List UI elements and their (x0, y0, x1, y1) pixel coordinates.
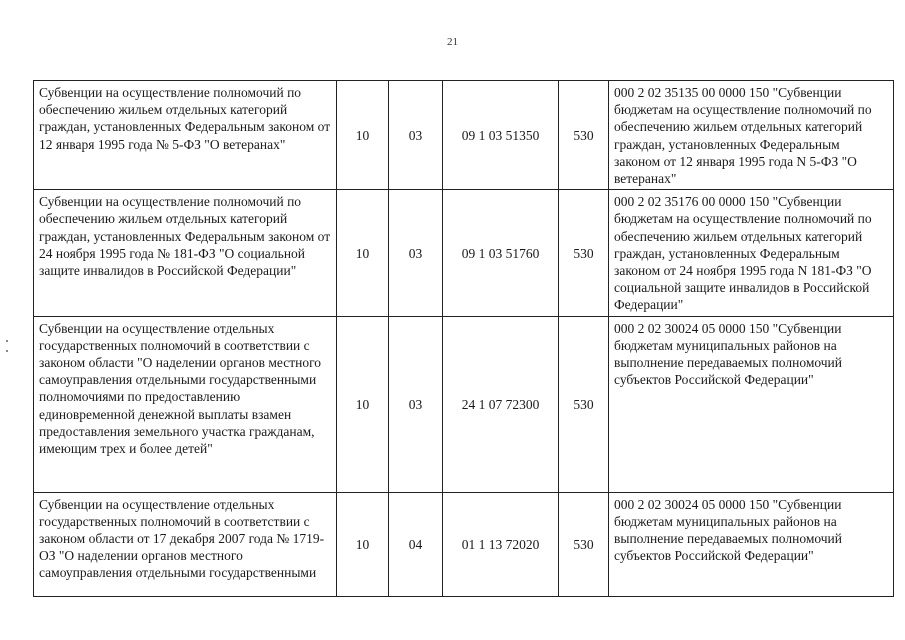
scan-margin-mark (6, 350, 8, 352)
section-cell: 10 (337, 81, 389, 190)
revenue-code-cell: 000 2 02 35176 00 0000 150 "Субвенции бюджетам на осуществление полномочий по обеспечению жильем отдельных категорий граждан, установленных Федеральным законом от 24 ноября 1995 года N 181-ФЗ "О социальной защите инвалидов в Российской Федерации" (609, 190, 894, 316)
revenue-code-cell: 000 2 02 30024 05 0000 150 "Субвенции бюджетам муниципальных районов на выполнение передаваемых полномочий субъектов Российской Федерации" (609, 316, 894, 492)
target-article-cell: 24 1 07 72300 (443, 316, 559, 492)
target-article-cell: 01 1 13 72020 (443, 492, 559, 596)
page-number: 21 (447, 36, 458, 48)
target-article-cell: 09 1 03 51350 (443, 81, 559, 190)
description-cell: Субвенции на осуществление отдельных государственных полномочий в соответствии с законом области от 17 декабря 2007 года № 1719-ОЗ "О наделении органов местного самоуправления отдельными государственными (34, 492, 337, 596)
target-article-cell: 09 1 03 51760 (443, 190, 559, 316)
section-cell: 10 (337, 190, 389, 316)
description-cell: Субвенции на осуществление полномочий по обеспечению жильем отдельных категорий граждан, установленных Федеральным законом от 12 января 1995 года № 5-ФЗ "О ветеранах" (34, 81, 337, 190)
section-cell: 10 (337, 316, 389, 492)
description-cell: Субвенции на осуществление полномочий по обеспечению жильем отдельных категорий граждан, установленных Федеральным законом от 24 ноября 1995 года № 181-ФЗ "О социальной защите инвалидов в Российской Федерации" (34, 190, 337, 316)
revenue-code-cell: 000 2 02 35135 00 0000 150 "Субвенции бюджетам на осуществление полномочий по обеспечению жильем отдельных категорий граждан, установленных Федеральным законом от 12 января 1995 года N 5-ФЗ "О ветеранах" (609, 81, 894, 190)
section-cell: 10 (337, 492, 389, 596)
expense-type-cell: 530 (559, 81, 609, 190)
table-row (34, 316, 894, 492)
subsection-cell: 03 (389, 190, 443, 316)
subsection-cell: 04 (389, 492, 443, 596)
table-row (34, 81, 894, 190)
budget-table (33, 80, 894, 597)
description-cell: Субвенции на осуществление отдельных государственных полномочий в соответствии с законом области "О наделении органов местного самоуправления отдельными государственными полномочиями по предоставлению единовременной денежной выплаты взамен предоставления земельного участка гражданам, имеющим трех и более детей" (34, 316, 337, 492)
revenue-code-cell: 000 2 02 30024 05 0000 150 "Субвенции бюджетам муниципальных районов на выполнение передаваемых полномочий субъектов Российской Федерации" (609, 492, 894, 596)
subsection-cell: 03 (389, 81, 443, 190)
scan-margin-mark (6, 340, 8, 342)
table-row (34, 492, 894, 596)
expense-type-cell: 530 (559, 316, 609, 492)
subsection-cell: 03 (389, 316, 443, 492)
table-row (34, 190, 894, 316)
expense-type-cell: 530 (559, 190, 609, 316)
expense-type-cell: 530 (559, 492, 609, 596)
